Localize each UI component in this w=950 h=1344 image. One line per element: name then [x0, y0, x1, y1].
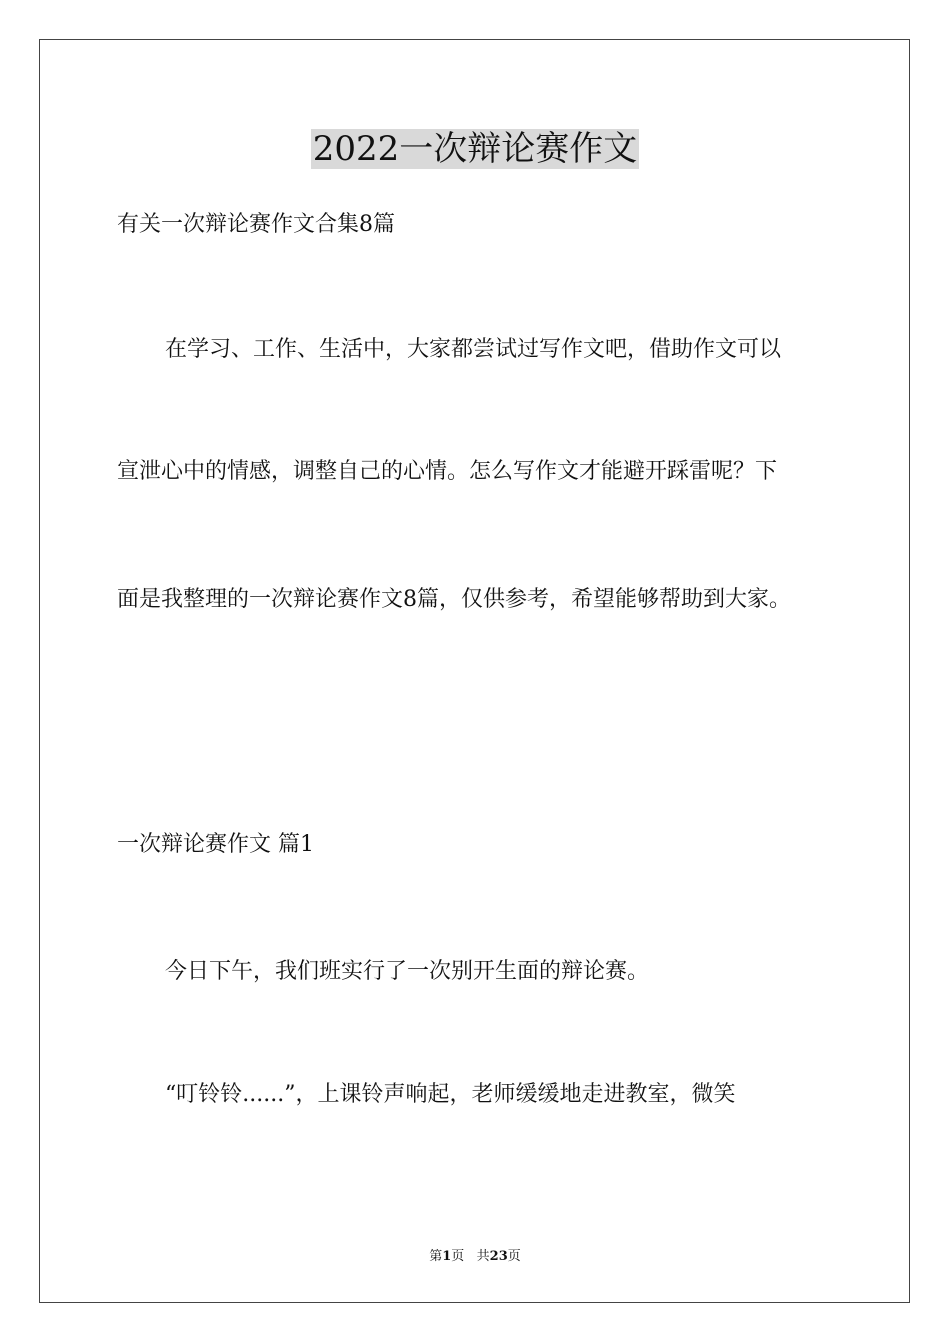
title-text: 2022一次辩论赛作文	[312, 129, 638, 169]
footer-total-pages: 23	[489, 1249, 508, 1264]
intro-line-2: 宣泄心中的情感，调整自己的心情。怎么写作文才能避开踩雷呢？下	[117, 459, 778, 484]
body-line-2: “叮铃铃......”，上课铃声响起，老师缓缓地走进教室，微笑	[165, 1082, 736, 1107]
footer-prefix: 第	[429, 1249, 443, 1264]
section-heading: 一次辩论赛作文 篇1	[117, 832, 314, 857]
page-footer	[0, 1248, 950, 1266]
document-title	[0, 126, 950, 172]
intro-line-3: 面是我整理的一次辩论赛作文8篇，仅供参考，希望能够帮助到大家。	[117, 587, 791, 612]
intro-line-1: 在学习、工作、生活中，大家都尝试过写作文吧，借助作文可以	[165, 337, 782, 362]
document-subtitle: 有关一次辩论赛作文合集8篇	[117, 212, 395, 237]
footer-mid: 页 共	[451, 1249, 490, 1264]
body-line-1: 今日下午，我们班实行了一次别开生面的辩论赛。	[165, 959, 650, 984]
footer-suffix: 页	[507, 1249, 521, 1264]
footer-current-page: 1	[442, 1249, 452, 1264]
